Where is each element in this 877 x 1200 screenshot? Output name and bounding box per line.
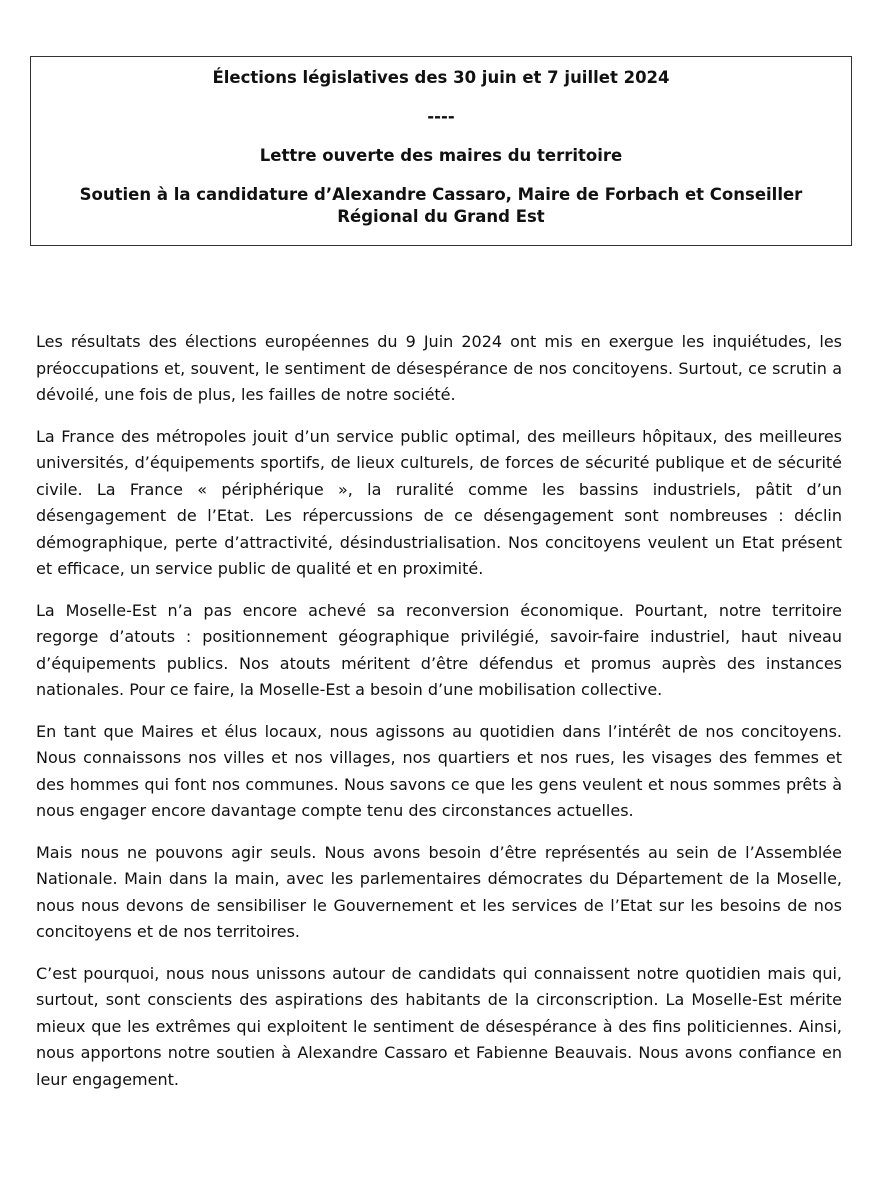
paragraph-assembly: Mais nous ne pouvons agir seuls. Nous avons besoin d’être représentés au sein de l’Assemblée Nationale. Main dans la main, avec les parlementaires démocrates du Département de la Moselle, nous nous devons de sensibiliser le Gouvernement et les services de l’Etat sur les besoins de nos concitoyens et de nos territoires. bbox=[36, 842, 842, 941]
paragraph-moselle-est: La Moselle-Est n’a pas encore achevé sa reconversion économique. Pourtant, notre territoire regorge d’atouts : positionnement géographique privilégié, savoir-faire industriel, haut niveau d’équipements publics. Nos atouts méritent d’être défendus et promus auprès des instances nationales. Pour ce faire, la Moselle-Est a besoin d’une mobilisation collective. bbox=[36, 600, 842, 699]
letter-subtitle: Lettre ouverte des maires du territoire bbox=[259, 146, 623, 165]
paragraph-support: C’est pourquoi, nous nous unissons autour de candidats qui connaissent notre quotidien mais qui, surtout, sont conscients des aspirations des habitants de la circonscription. La Moselle-Est mérite mieux que les extrêmes qui exploitent le sentiment de désespérance à des fins politiciennes. Ainsi, nous apportons notre soutien à Alexandre Cassaro et Fabienne Beauvais. Nous avons confiance en leur engagement. bbox=[36, 963, 842, 1089]
election-title: Élections législatives des 30 juin et 7 juillet 2024 bbox=[212, 68, 670, 87]
paragraph-metropoles: La France des métropoles jouit d’un service public optimal, des meilleurs hôpitaux, des meilleures universités, d’équipements sportifs, de lieux culturels, de forces de sécurité publique et de sécurité civile. La France « périphérique », la ruralité comme les bassins industriels, pâtit d’un désengagement de l’Etat. Les répercussions de ce désengagement sont nombreuses : déclin démographique, perte d’attractivité, désindustrialisation. Nos concitoyens veulent un Etat présent et efficace, un service public de qualité et en proximité. bbox=[36, 426, 842, 578]
paragraph-european-results: Les résultats des élections européennes du 9 Juin 2024 ont mis en exergue les inquiétudes, les préoccupations et, souvent, le sentiment de désespérance de nos concitoyens. Surtout, ce scrutin a dévoilé, une fois de plus, les failles de notre société. bbox=[36, 332, 842, 404]
letter-body bbox=[36, 329, 842, 1108]
letter-header-box bbox=[30, 56, 852, 246]
support-statement: Soutien à la candidature d’Alexandre Cassaro, Maire de Forbach et Conseiller Régional du Grand Est bbox=[79, 185, 803, 226]
header-separator: ---- bbox=[427, 107, 455, 126]
paragraph-mayors: En tant que Maires et élus locaux, nous agissons au quotidien dans l’intérêt de nos concitoyens. Nous connaissons nos villes et nos villages, nos quartiers et nos rues, les visages des femmes et des hommes qui font nos communes. Nous savons ce que les gens veulent et nous sommes prêts à nous engager encore davantage compte tenu des circonstances actuelles. bbox=[36, 721, 842, 820]
